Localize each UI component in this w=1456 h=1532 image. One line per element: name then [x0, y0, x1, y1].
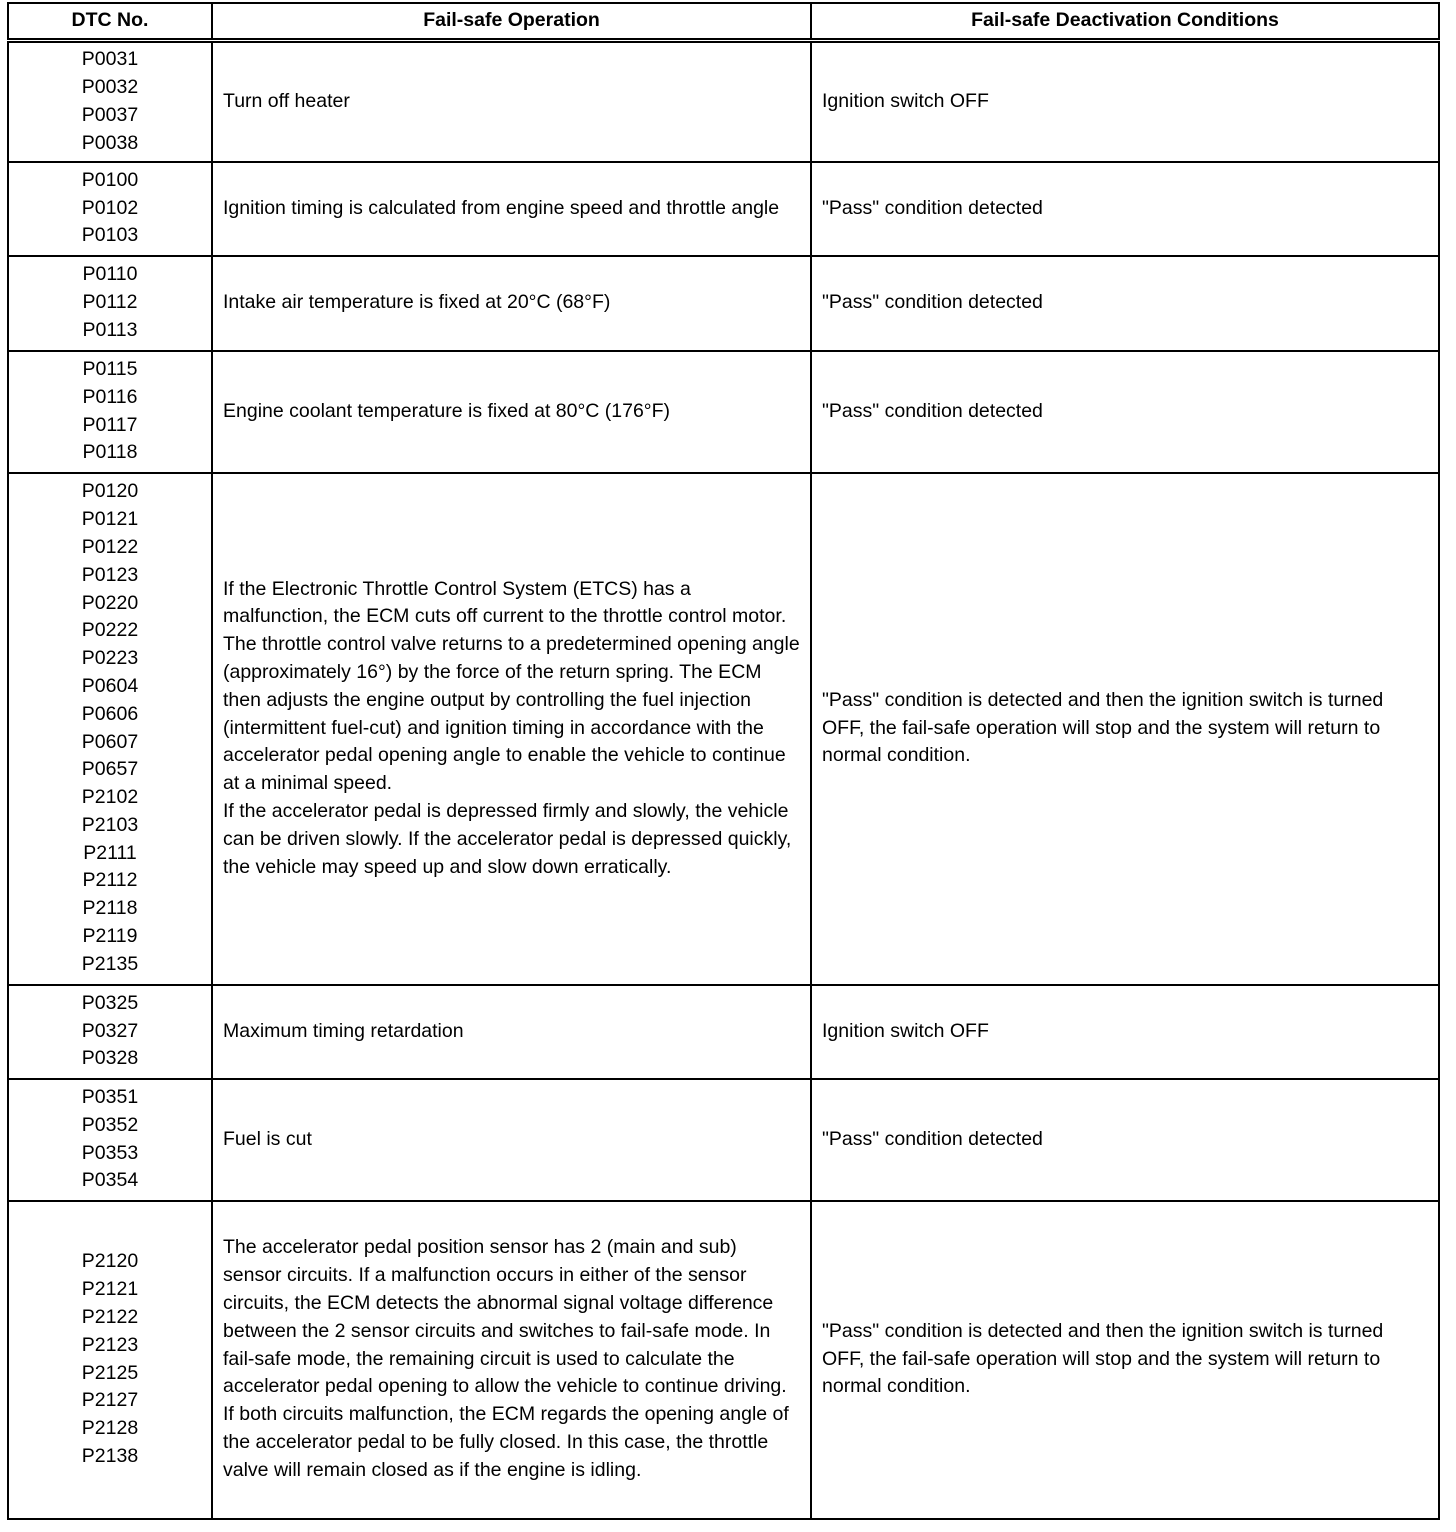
operation-text-2: If both circuits malfunction, the ECM regards the opening angle of the accelerator pedal to be fully closed. In this case, the throttle valve will remain closed as if the engine is idling.	[223, 1403, 789, 1481]
operation-text: Ignition timing is calculated from engine speed and throttle angle	[223, 196, 780, 219]
deactivation-conditions: "Pass" condition detected	[811, 351, 1439, 473]
dtc-code: P0122	[81, 535, 139, 558]
dtc-code: P0037	[81, 103, 139, 126]
dtc-code: P2138	[81, 1444, 139, 1467]
dtc-codes	[8, 351, 212, 473]
operation-text: If the Electronic Throttle Control System (ETCS) has a malfunction, the ECM cuts off current to the throttle control motor. The throttle control valve returns to a predetermined opening angle (approximately 16°) by the force of the return spring. The ECM then adjusts the engine output by controlling the fuel injection (intermittent fuel-cut) and ignition timing in accordance with the accelerator pedal opening angle to enable the vehicle to continue at a minimal speed.	[223, 577, 800, 795]
fail-safe-operation	[212, 985, 811, 1079]
dtc-code: P0103	[81, 224, 139, 247]
table-row	[8, 1079, 1439, 1201]
dtc-code: P2102	[81, 786, 139, 809]
dtc-codes	[8, 41, 212, 162]
operation-text-2: If the accelerator pedal is depressed firmly and slowly, the vehicle can be driven slowly. If the accelerator pedal is depressed quickly, the vehicle may speed up and slow down erratically.	[223, 799, 792, 878]
dtc-code: P2119	[82, 925, 138, 948]
fail-safe-table	[7, 2, 1440, 1520]
header-operation: Fail-safe Operation	[212, 3, 811, 41]
operation-text: The accelerator pedal position sensor has 2 (main and sub) sensor circuits. If a malfunction occurs in either of the sensor circuits, the ECM detects the abnormal signal voltage difference between the 2 sensor circuits and switches to fail-safe mode. In fail-safe mode, the remaining circuit is used to calculate the accelerator pedal opening to allow the vehicle to continue driving.	[223, 1236, 787, 1398]
dtc-code: P0032	[81, 75, 139, 98]
dtc-codes	[8, 985, 212, 1079]
dtc-code: P0607	[81, 730, 139, 753]
header-row	[8, 3, 1439, 41]
dtc-codes	[8, 473, 212, 985]
deactivation-conditions: "Pass" condition is detected and then the ignition switch is turned OFF, the fail-safe operation will stop and the system will return to normal condition.	[811, 473, 1439, 985]
fail-safe-operation	[212, 162, 811, 256]
dtc-code: P2121	[81, 1278, 139, 1301]
dtc-code: P0222	[81, 619, 139, 642]
dtc-code: P0327	[81, 1019, 139, 1042]
dtc-code: P0038	[81, 131, 139, 154]
dtc-codes	[8, 1201, 212, 1519]
dtc-code: P2122	[81, 1305, 139, 1328]
fail-safe-operation	[212, 1079, 811, 1201]
table-row	[8, 256, 1439, 351]
dtc-code: P0354	[81, 1169, 139, 1192]
dtc-code: P0112	[82, 291, 138, 314]
fail-safe-operation	[212, 41, 811, 162]
dtc-code: P2103	[81, 813, 139, 836]
dtc-code: P2128	[81, 1417, 139, 1440]
dtc-codes	[8, 1079, 212, 1201]
dtc-code: P0328	[81, 1047, 139, 1070]
dtc-code: P2127	[81, 1389, 139, 1412]
operation-text: Turn off heater	[223, 89, 350, 112]
table-row	[8, 985, 1439, 1079]
dtc-code: P0118	[82, 441, 138, 464]
dtc-code: P0100	[81, 168, 139, 191]
dtc-code: P0325	[81, 991, 139, 1014]
deactivation-conditions: "Pass" condition detected	[811, 1079, 1439, 1201]
dtc-code: P0110	[82, 263, 138, 286]
dtc-code: P0117	[82, 413, 138, 436]
dtc-code: P0606	[81, 702, 139, 725]
dtc-code: P2123	[81, 1333, 139, 1356]
dtc-code: P0121	[81, 508, 139, 531]
operation-text: Fuel is cut	[223, 1127, 312, 1150]
deactivation-conditions: "Pass" condition is detected and then the ignition switch is turned OFF, the fail-safe operation will stop and the system will return to normal condition.	[811, 1201, 1439, 1519]
dtc-code: P2112	[82, 869, 138, 892]
dtc-codes	[8, 256, 212, 351]
header-dtc: DTC No.	[8, 3, 212, 41]
operation-text: Maximum timing retardation	[223, 1019, 464, 1042]
table-row	[8, 473, 1439, 985]
operation-text: Intake air temperature is fixed at 20°C (68°F)	[223, 291, 611, 314]
dtc-code: P0102	[81, 196, 139, 219]
table-row	[8, 162, 1439, 256]
deactivation-conditions: Ignition switch OFF	[811, 985, 1439, 1079]
fail-safe-operation	[212, 256, 811, 351]
dtc-code: P0604	[81, 674, 139, 697]
dtc-codes	[8, 162, 212, 256]
header-deactivation: Fail-safe Deactivation Conditions	[811, 3, 1439, 41]
fail-safe-operation	[212, 473, 811, 985]
fail-safe-operation	[212, 1201, 811, 1519]
dtc-code: P0116	[82, 385, 138, 408]
dtc-code: P2125	[81, 1361, 139, 1384]
dtc-code: P0113	[82, 318, 138, 341]
dtc-code: P0115	[82, 357, 138, 380]
dtc-code: P2118	[82, 897, 138, 920]
fail-safe-operation	[212, 351, 811, 473]
dtc-code: P2111	[83, 841, 137, 864]
dtc-code: P0120	[81, 480, 139, 503]
operation-text: Engine coolant temperature is fixed at 80°C (176°F)	[223, 399, 670, 422]
table-row	[8, 351, 1439, 473]
dtc-code: P0351	[81, 1085, 139, 1108]
table-row	[8, 1201, 1439, 1519]
table-row	[8, 41, 1439, 162]
deactivation-conditions: "Pass" condition detected	[811, 162, 1439, 256]
dtc-code: P0223	[81, 647, 139, 670]
deactivation-conditions: "Pass" condition detected	[811, 256, 1439, 351]
dtc-code: P2135	[81, 952, 139, 975]
dtc-code: P0031	[81, 48, 139, 71]
deactivation-conditions: Ignition switch OFF	[811, 41, 1439, 162]
dtc-code: P0123	[81, 563, 139, 586]
dtc-code: P0353	[81, 1141, 139, 1164]
dtc-code: P0220	[81, 591, 139, 614]
dtc-code: P0657	[81, 758, 139, 781]
dtc-code: P0352	[81, 1113, 139, 1136]
dtc-code: P2120	[81, 1250, 139, 1273]
